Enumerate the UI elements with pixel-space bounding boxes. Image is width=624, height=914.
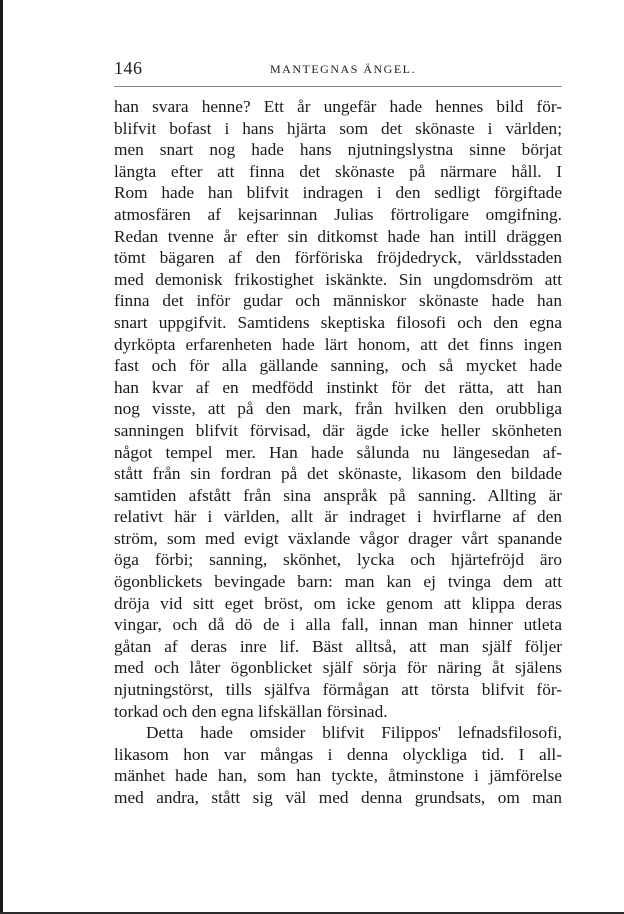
text-line: han kvar af en medfödd instinkt för det rätta, att han xyxy=(114,377,562,397)
text-line: Redan tvenne år efter sin ditkomst hade han intill dräggen xyxy=(114,226,562,246)
text-line: ögonblickets bevingade barn: man kan ej tvinga dem att xyxy=(114,572,562,592)
text-line: likasom hon var mångas i denna olyckliga tid. I all- xyxy=(114,744,562,764)
page-edge-shadow xyxy=(0,0,3,914)
text-line: stått från sin fordran på det skönaste, likasom den bildade xyxy=(114,464,562,484)
body-text xyxy=(114,96,562,809)
text-line: snart uppgifvit. Samtidens skeptiska filosofi och den egna xyxy=(114,312,562,332)
text-line: fast och för alla gällande sanning, och så mycket hade xyxy=(114,356,562,376)
text-line: atmosfären af kejsarinnan Julias förtroligare omgifning. xyxy=(114,204,562,224)
text-line: sanningen blifvit förvisad, där ägde icke heller skönheten xyxy=(114,420,562,440)
text-line: samtiden afstått från sina anspråk på sanning. Allting är xyxy=(114,485,562,505)
text-line: dyrköpta erfarenheten hade lärt honom, att det finns ingen xyxy=(114,334,562,354)
text-line: vingar, och då dö de i alla fall, innan man hinner utleta xyxy=(114,615,562,635)
text-line: mänhet hade han, som han tyckte, åtminstone i jämförelse xyxy=(114,766,562,786)
text-line: gåtan af deras inre lif. Bäst alltså, att man själf följer xyxy=(114,636,562,656)
running-title: MANTEGNAS ÄNGEL. xyxy=(270,62,416,76)
text-line: med andra, stått sig väl med denna grundsats, om man xyxy=(114,788,562,807)
text-line: ström, som med evigt växlande vågor drager vårt spanande xyxy=(114,528,562,548)
text-line: Rom hade han blifvit indragen i den sedligt förgiftade xyxy=(114,183,562,203)
text-line: med demonisk frikostighet iskänkte. Sin ungdomsdröm att xyxy=(114,269,562,289)
text-line: med och låter ögonblicket själf sörja för näring åt själens xyxy=(114,658,562,678)
paragraph-end-line: torkad och den egna lifskällan försinad. xyxy=(114,701,388,721)
text-line: längta efter att finna det skönaste på närmare håll. I xyxy=(114,161,562,181)
text-line: finna det inför gudar och människor skönaste hade han xyxy=(114,291,562,311)
text-line: nog visste, att på den mark, från hvilken den orubbliga xyxy=(114,399,562,419)
text-line: blifvit bofast i hans hjärta som det skönaste i världen; xyxy=(114,118,562,138)
text-line: tömt bägaren af den förföriska fröjdedryck, världsstaden xyxy=(114,248,562,268)
text-line: relativt här i världen, allt är indraget i hvirflarne af den xyxy=(114,507,562,527)
text-line: han svara henne? Ett år ungefär hade hennes bild för- xyxy=(114,97,562,116)
text-line: dröja vid sitt eget bröst, om icke genom att klippa deras xyxy=(114,593,562,613)
page-header xyxy=(114,58,562,82)
text-line: något tempel mer. Han hade sålunda nu längesedan af- xyxy=(114,442,562,462)
text-line: men snart nog hade hans njutningslystna sinne börjat xyxy=(114,140,562,160)
text-line: njutningstörst, tills själfva förmågan att törsta blifvit för- xyxy=(114,680,562,700)
paragraph-start-line: Detta hade omsider blifvit Filippos' lefnadsfilosofi, xyxy=(146,723,562,743)
page-number: 146 xyxy=(114,58,143,78)
text-line: öga förbi; sanning, skönhet, lycka och hjärtefröjd äro xyxy=(114,550,562,570)
header-rule xyxy=(114,86,562,87)
